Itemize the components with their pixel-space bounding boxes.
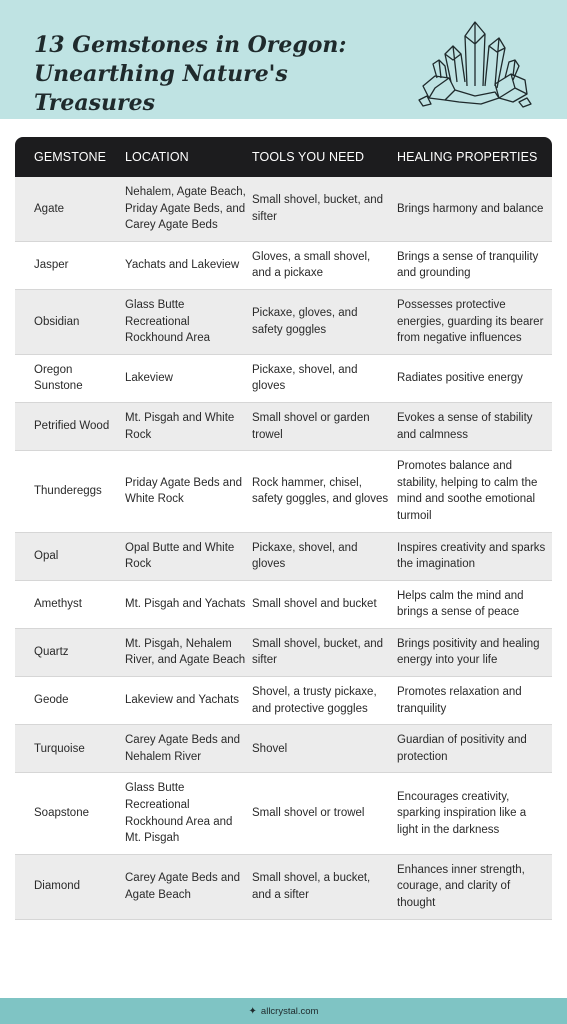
cell-healing: Promotes relaxation and tranquility bbox=[397, 686, 522, 715]
cell-gemstone: Agate bbox=[34, 202, 65, 215]
cell-tools: Rock hammer, chisel, safety goggles, and gloves bbox=[252, 476, 389, 506]
sparkle-icon: ✦ bbox=[248, 1005, 257, 1017]
table-row bbox=[15, 402, 552, 450]
cell-healing: Evokes a sense of stability and calmness bbox=[397, 411, 533, 441]
cell-location: Priday Agate Beds and White Rock bbox=[125, 476, 242, 506]
cell-healing: Guardian of positivity and protection bbox=[397, 734, 527, 763]
cell-location: Lakeview bbox=[125, 372, 173, 385]
cell-gemstone: Diamond bbox=[34, 880, 81, 893]
cell-healing: Brings harmony and balance bbox=[397, 202, 544, 215]
table-row bbox=[15, 354, 552, 402]
table-row bbox=[15, 773, 552, 854]
cell-tools: Shovel bbox=[252, 742, 288, 755]
cell-location: Nehalem, Agate Beach, Priday Agate Beds, and Carey Agate Beds bbox=[125, 186, 246, 232]
cell-tools: Small shovel, a bucket, and a sifter bbox=[252, 872, 371, 901]
table-row bbox=[15, 177, 552, 241]
footer-bar bbox=[0, 998, 567, 1024]
cell-gemstone: Thundereggs bbox=[34, 485, 102, 498]
table-row bbox=[15, 580, 552, 628]
column-header-gemstone: GEMSTONE bbox=[15, 137, 125, 177]
table-row bbox=[15, 451, 552, 532]
cell-gemstone: Oregon Sunstone bbox=[34, 363, 83, 393]
table-row bbox=[15, 677, 552, 725]
table-row bbox=[15, 241, 552, 289]
cell-location: Glass Butte Recreational Rockhound Area bbox=[125, 298, 211, 345]
cell-location: Mt. Pisgah and White Rock bbox=[125, 411, 235, 441]
title-line-1: 13 Gemstones in Oregon: bbox=[34, 32, 347, 58]
cell-tools: Small shovel, bucket, and sifter bbox=[252, 637, 384, 667]
table-row bbox=[15, 725, 552, 773]
title-line-2: Unearthing Nature's Treasures bbox=[34, 61, 288, 116]
cell-healing: Promotes balance and stability, helping to calm the mind and soothe emotional turmoil bbox=[397, 460, 538, 522]
cell-gemstone: Jasper bbox=[34, 259, 69, 272]
table-row bbox=[15, 854, 552, 919]
gemstone-table bbox=[15, 137, 552, 920]
cell-gemstone: Turquoise bbox=[34, 742, 85, 755]
table-row bbox=[15, 532, 552, 580]
cell-healing: Enhances inner strength, courage, and clarity of thought bbox=[397, 863, 525, 909]
cell-healing: Brings positivity and healing energy into your life bbox=[397, 637, 540, 667]
cell-location: Carey Agate Beds and Nehalem River bbox=[125, 734, 241, 763]
cell-location: Lakeview and Yachats bbox=[125, 694, 240, 707]
cell-tools: Small shovel or garden trowel bbox=[252, 411, 370, 441]
cell-gemstone: Quartz bbox=[34, 646, 69, 659]
cell-healing: Radiates positive energy bbox=[397, 372, 523, 385]
cell-location: Yachats and Lakeview bbox=[125, 259, 240, 272]
cell-location: Opal Butte and White Rock bbox=[125, 541, 235, 571]
cell-gemstone: Opal bbox=[34, 549, 59, 562]
cell-gemstone: Geode bbox=[34, 694, 69, 707]
table-header-row bbox=[15, 137, 552, 177]
cell-tools: Pickaxe, shovel, and gloves bbox=[252, 363, 358, 393]
footer-site: allcrystal.com bbox=[260, 1005, 319, 1017]
cell-tools: Small shovel or trowel bbox=[252, 807, 365, 820]
column-header-healing: HEALING PROPERTIES bbox=[397, 137, 552, 177]
cell-tools: Small shovel, bucket, and sifter bbox=[252, 194, 384, 223]
cell-location: Carey Agate Beds and Agate Beach bbox=[125, 872, 241, 901]
cell-healing: Possesses protective energies, guarding its bearer from negative influences bbox=[397, 298, 544, 345]
cell-gemstone: Petrified Wood bbox=[34, 420, 110, 433]
table-row bbox=[15, 628, 552, 676]
cell-tools: Shovel, a trusty pickaxe, and protective goggles bbox=[252, 686, 377, 715]
cell-tools: Gloves, a small shovel, and a pickaxe bbox=[252, 250, 371, 280]
cell-gemstone: Soapstone bbox=[34, 807, 89, 820]
cell-healing: Inspires creativity and sparks the imagination bbox=[397, 541, 546, 571]
cell-gemstone: Amethyst bbox=[34, 597, 82, 610]
column-header-tools: TOOLS YOU NEED bbox=[252, 137, 397, 177]
cell-tools: Pickaxe, shovel, and gloves bbox=[252, 541, 358, 571]
header-banner bbox=[0, 0, 567, 119]
page-title bbox=[34, 31, 394, 118]
table-body bbox=[15, 177, 552, 919]
cell-location: Mt. Pisgah, Nehalem River, and Agate Beach bbox=[125, 637, 246, 667]
crystal-cluster-icon bbox=[415, 16, 533, 108]
cell-gemstone: Obsidian bbox=[34, 315, 80, 328]
cell-location: Mt. Pisgah and Yachats bbox=[125, 597, 246, 610]
cell-healing: Brings a sense of tranquility and grounding bbox=[397, 250, 539, 280]
cell-tools: Small shovel and bucket bbox=[252, 597, 377, 610]
cell-healing: Helps calm the mind and brings a sense of peace bbox=[397, 589, 524, 619]
cell-tools: Pickaxe, gloves, and safety goggles bbox=[252, 307, 358, 336]
column-header-location: LOCATION bbox=[125, 137, 252, 177]
table-row bbox=[15, 289, 552, 354]
cell-location: Glass Butte Recreational Rockhound Area and Mt. Pisgah bbox=[125, 782, 233, 845]
cell-healing: Encourages creativity, sparking inspiration like a light in the darkness bbox=[397, 790, 527, 836]
